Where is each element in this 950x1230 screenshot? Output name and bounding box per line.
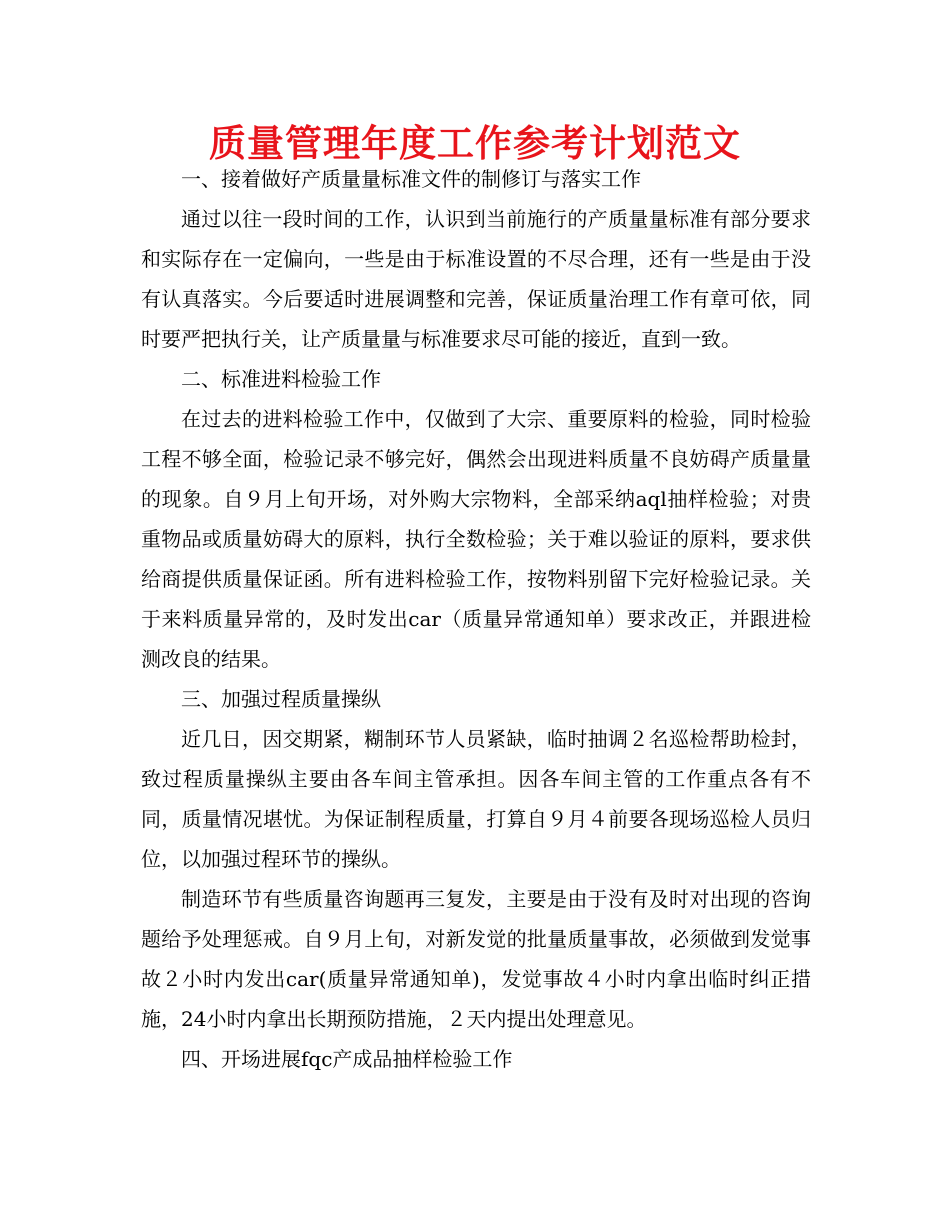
- section-heading-2: 二、标准进料检验工作: [181, 367, 381, 391]
- paragraph-4: 制造环节有些质量咨询题再三复发，主要是由于没有及时对出现的咨询题给予处理惩戒。自９月上旬，对新发觉的批量质量事故，必须做到发觉事故２小时内发出car(质量异常通知单)，发觉事故４小时内拿出临时纠正措施，24小时内拿出长期预防措施，２天内提出处理意见。: [141, 887, 811, 1031]
- paragraph-3: 近几日，因交期紧，糊制环节人员紧缺，临时抽调２名巡检帮助检封，致过程质量操纵主要由各车间主管承担。因各车间主管的工作重点各有不同，质量情况堪忧。为保证制程质量，打算自９月４前要各现场巡检人员归位，以加强过程环节的操纵。: [141, 727, 811, 871]
- section-heading-1: 一、接着做好产质量量标准文件的制修订与落实工作: [181, 167, 641, 191]
- document-title: 质量管理年度工作参考计划范文: [209, 122, 741, 165]
- paragraph-1: 通过以往一段时间的工作，认识到当前施行的产质量量标准有部分要求和实际存在一定偏向，一些是由于标准设置的不尽合理，还有一些是由于没有认真落实。今后要适时进展调整和完善，保证质量治理工作有章可依，同时要严把执行关，让产质量量与标准要求尽可能的接近，直到一致。: [141, 207, 811, 351]
- document-body: [141, 159, 811, 1079]
- section-heading-4: 四、开场进展fqc产成品抽样检验工作: [181, 1047, 513, 1071]
- paragraph-2: 在过去的进料检验工作中，仅做到了大宗、重要原料的检验，同时检验工程不够全面，检验记录不够完好，偶然会出现进料质量不良妨碍产质量量的现象。自９月上旬开场，对外购大宗物料，全部采纳aql抽样检验；对贵重物品或质量妨碍大的原料，执行全数检验；关于难以验证的原料，要求供给商提供质量保证函。所有进料检验工作，按物料别留下完好检验记录。关于来料质量异常的，及时发出car（质量异常通知单）要求改正，并跟进检测改良的结果。: [141, 407, 811, 671]
- section-heading-3: 三、加强过程质量操纵: [181, 687, 381, 711]
